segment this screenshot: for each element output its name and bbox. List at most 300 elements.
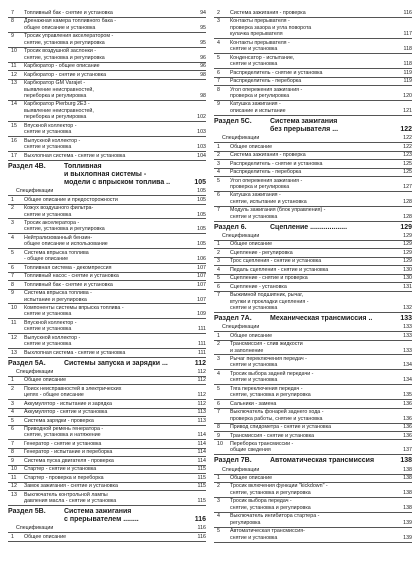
entry-divider xyxy=(8,505,206,506)
toc-entry xyxy=(8,525,206,531)
entry-page-number: 114 xyxy=(197,457,206,464)
toc-entry xyxy=(214,275,412,281)
entry-page-number: 129 xyxy=(403,241,412,248)
entry-number: 7 xyxy=(11,440,14,447)
toc-entry xyxy=(8,282,206,288)
entry-page-number: 125 xyxy=(403,169,412,176)
entry-title: Педаль сцепления - снятие и установка xyxy=(230,266,329,273)
entry-page-number: 123 xyxy=(403,152,412,159)
entry-title: Сцепление - установка xyxy=(230,283,287,290)
section-title: Система зажигания с прерывателем ........ xyxy=(64,508,139,524)
entry-number: 8 xyxy=(217,86,220,93)
entry-number: 3 xyxy=(11,219,14,226)
toc-entry xyxy=(214,284,412,290)
entry-number: 4 xyxy=(217,266,220,273)
entry-page-number: 139 xyxy=(403,519,412,526)
entry-page-number: 116 xyxy=(197,533,206,540)
entry-number: 7 xyxy=(11,10,14,16)
entry-title: Дренажная камера топливного бака - общее описание и установка xyxy=(24,18,117,31)
toc-entry xyxy=(8,441,206,447)
entry-number: 7 xyxy=(217,292,220,299)
toc-right-column xyxy=(214,10,412,543)
entry-number: 9 xyxy=(11,290,14,297)
entry-page-number: 105 xyxy=(197,211,206,218)
entry-title: Выпускной коллектор - снятие и установка xyxy=(24,137,81,151)
entry-title: Тросик выбора передач - снятие, установка и регулировка xyxy=(230,498,311,511)
toc-entry xyxy=(214,483,412,496)
toc-entry xyxy=(8,426,206,439)
toc-entry xyxy=(214,70,412,76)
entry-title: Спецификации xyxy=(222,324,260,331)
section-title: Топливная и выхлопная системы - модели с впрыском топлива .. xyxy=(64,162,171,186)
entry-number: 10 xyxy=(217,440,223,447)
entry-number: 6 xyxy=(217,283,220,290)
entry-title: Замок зажигания - снятие и установка xyxy=(24,483,118,490)
entry-number: 3 xyxy=(217,498,220,505)
entry-title: Аккумулятор - испытание и зарядка xyxy=(24,400,112,407)
section-heading xyxy=(214,315,412,323)
entry-page-number: 129 xyxy=(403,249,412,256)
entry-number: 17 xyxy=(11,152,17,159)
toc-entry xyxy=(214,513,412,526)
toc-entry xyxy=(214,169,412,175)
entry-number: 12 xyxy=(11,71,17,78)
entry-title: Тросик управления акселератором - снятие, установка и регулировка xyxy=(24,33,114,46)
entry-title: Модуль зажигания (блок управления) - снятие и установка xyxy=(230,207,326,220)
entry-title: Тросик воздушной заслонки - снятие, установка и регулировка xyxy=(24,48,105,61)
entry-number: 4 xyxy=(11,234,14,241)
entry-title: Нейтрализованный бензин- общее описание и использование xyxy=(24,234,108,248)
entry-page-number: 114 xyxy=(197,440,206,447)
toc-entry xyxy=(214,371,412,384)
toc-entry xyxy=(214,424,412,430)
toc-entry xyxy=(8,188,206,194)
section-page-number: 116 xyxy=(194,516,206,524)
entry-page-number: 113 xyxy=(197,417,206,424)
section-heading xyxy=(214,224,412,232)
entry-title: Общее описание xyxy=(230,475,273,482)
entry-page-number: 137 xyxy=(403,447,412,454)
entry-number: 9 xyxy=(11,457,14,464)
toc-entry xyxy=(8,418,206,424)
entry-divider xyxy=(214,454,412,455)
entry-title: Аккумулятор - снятие и установка xyxy=(24,409,108,416)
entry-page-number: 134 xyxy=(403,377,412,384)
entry-page-number: 95 xyxy=(200,39,206,46)
entry-title: Кожух воздушного фильтра- снятие и установка xyxy=(24,205,94,218)
entry-title: Тросик включения функции "kickdown" - снятие, установка и регулировка xyxy=(230,483,328,496)
entry-divider xyxy=(8,160,206,161)
entry-page-number: 121 xyxy=(403,107,412,114)
entry-number: 7 xyxy=(217,409,220,416)
entry-title: Тросик акселератора - снятие, установка и регулировка xyxy=(24,219,105,233)
toc-entry xyxy=(214,241,412,247)
entry-page-number: 133 xyxy=(403,332,412,339)
entry-number: 2 xyxy=(217,341,220,348)
entry-divider xyxy=(8,357,206,358)
entry-title: Трос сцепления - снятие и установка xyxy=(230,258,322,265)
toc-entry xyxy=(8,350,206,356)
section-title: Автоматическая трансмиссия xyxy=(270,457,375,465)
entry-page-number: 130 xyxy=(403,266,412,273)
entry-number: 3 xyxy=(11,400,14,407)
entry-title: Трансмиссия - слив жидкости и заполнение xyxy=(230,341,303,354)
entry-number: 3 xyxy=(217,258,220,265)
entry-title: Впускной коллектор - снятие и установка xyxy=(24,319,77,333)
entry-title: Контакты прерывателя - снятие и установка xyxy=(230,39,290,53)
toc-entry xyxy=(8,335,206,348)
entry-title: Тросик выбора задней передачи - снятие и установка xyxy=(230,370,314,384)
entry-page-number: 130 xyxy=(403,275,412,282)
entry-title: Система впрыска топлива - испытание и регулировка xyxy=(24,290,92,303)
entry-title: Распределитель - переборка xyxy=(230,169,302,176)
entry-number: 10 xyxy=(11,304,17,311)
entry-title: Распределитель - снятие и установка xyxy=(230,69,323,76)
entry-page-number: 96 xyxy=(200,63,206,70)
toc-entry xyxy=(214,341,412,354)
toc-entry xyxy=(214,433,412,439)
section-page-number: 138 xyxy=(400,457,412,465)
entry-page-number: 111 xyxy=(197,341,206,348)
entry-page-number: 112 xyxy=(197,400,206,407)
entry-page-number: 133 xyxy=(403,324,412,331)
toc-entry xyxy=(214,101,412,114)
entry-title: Система зажигания - проверка xyxy=(230,10,306,16)
entry-number: 1 xyxy=(217,143,220,150)
section-page-number: 133 xyxy=(400,314,412,322)
entry-number: 4 xyxy=(11,409,14,416)
entry-page-number: 105 xyxy=(197,226,206,233)
toc-entry xyxy=(8,138,206,151)
entry-title: Система впрыска топлива - общее описание xyxy=(24,249,89,263)
toc-entry xyxy=(214,475,412,481)
toc-entry xyxy=(214,178,412,191)
toc-entry xyxy=(8,153,206,159)
toc-entry xyxy=(8,10,206,16)
entry-number: 9 xyxy=(217,101,220,108)
entry-title: Сцепление - снятие и проверка xyxy=(230,275,308,282)
entry-page-number: 112 xyxy=(197,368,206,375)
entry-title: Конденсатор - испытание, снятие и установка xyxy=(230,54,295,68)
entry-title: Топливный бак - снятие и установка xyxy=(24,10,113,16)
entry-page-number: 136 xyxy=(403,415,412,422)
toc-entry xyxy=(214,528,412,541)
entry-number: 3 xyxy=(217,160,220,167)
toc-entry xyxy=(8,483,206,489)
entry-number: 9 xyxy=(217,432,220,439)
entry-page-number: 138 xyxy=(403,466,412,473)
entry-title: Генератор - испытание и переборка xyxy=(24,449,113,456)
entry-number: 5 xyxy=(11,249,14,256)
entry-number: 1 xyxy=(217,332,220,339)
entry-number xyxy=(214,324,222,330)
section-label: Раздел 4В. xyxy=(8,162,46,170)
entry-title: Система зажигания - проверка xyxy=(230,152,306,159)
section-label: Раздел 5А. xyxy=(8,359,46,367)
entry-number: 4 xyxy=(217,169,220,176)
toc-entry xyxy=(214,144,412,150)
toc-entry xyxy=(8,48,206,61)
entry-page-number: 115 xyxy=(197,466,206,473)
entry-title: Катушка зажигания - снятие, испытание и установка xyxy=(230,192,307,205)
entry-title: Выхлопная система - снятие и установка xyxy=(24,152,126,159)
entry-title: Спецификации xyxy=(16,368,54,375)
toc-entry xyxy=(214,333,412,339)
entry-page-number: 105 xyxy=(197,196,206,203)
entry-page-number: 138 xyxy=(403,504,412,511)
entry-page-number: 132 xyxy=(403,305,412,312)
entry-title: Карбюратор - снятие и установка xyxy=(24,71,107,78)
entry-title: Сцепление - регулировка xyxy=(230,249,293,256)
section-heading xyxy=(214,118,412,134)
toc-entry xyxy=(8,320,206,333)
entry-page-number: 136 xyxy=(403,400,412,407)
toc-entry xyxy=(214,258,412,264)
entry-divider xyxy=(214,221,412,222)
entry-title: Общее описание xyxy=(230,143,273,150)
entry-title: Стартер - снятие и установка xyxy=(24,466,97,473)
entry-number: 13 xyxy=(11,491,17,498)
toc-entry xyxy=(8,401,206,407)
entry-number xyxy=(8,188,16,194)
entry-number: 11 xyxy=(11,474,17,481)
entry-title: Карбюратор Pierburg 2E3 - выявление неисправностей, переборка и регулировка xyxy=(24,101,94,121)
toc-entry xyxy=(214,441,412,454)
entry-number: 7 xyxy=(11,273,14,280)
entry-title: Тяга переключения передач - снятие, установка и регулировка xyxy=(230,385,311,399)
entry-number: 13 xyxy=(11,349,17,356)
entry-number: 1 xyxy=(11,533,14,540)
entry-number xyxy=(8,525,16,531)
toc-entry xyxy=(8,33,206,46)
entry-title: Генератор - снятие и установка xyxy=(24,440,102,447)
entry-number: 1 xyxy=(217,475,220,482)
entry-page-number: 135 xyxy=(403,392,412,399)
entry-title: Привод спидометра - снятие и установка xyxy=(230,424,332,431)
entry-page-number: 105 xyxy=(197,188,206,195)
entry-page-number: 103 xyxy=(197,129,206,136)
entry-title: Распределитель - снятие и установка xyxy=(230,160,323,167)
toc-entry xyxy=(214,267,412,273)
entry-page-number: 134 xyxy=(403,362,412,369)
toc-entry xyxy=(214,409,412,422)
entry-title: Спецификации xyxy=(16,525,54,532)
toc-entry xyxy=(214,324,412,330)
section-label: Раздел 7В. xyxy=(214,457,252,465)
toc-entry xyxy=(214,152,412,158)
toc-entry xyxy=(8,492,206,505)
entry-number: 2 xyxy=(11,385,14,392)
toc-entry xyxy=(8,290,206,303)
entry-page-number: 111 xyxy=(197,326,206,333)
toc-entry xyxy=(8,534,206,540)
entry-number xyxy=(214,135,222,141)
toc-entry xyxy=(214,498,412,511)
toc-entry xyxy=(214,135,412,141)
toc-entry xyxy=(8,235,206,248)
entry-page-number: 94 xyxy=(200,10,206,16)
entry-title: Автоматическая трансмиссия- снятие и установка xyxy=(230,528,305,541)
toc-entry xyxy=(8,458,206,464)
entry-page-number: 122 xyxy=(403,143,412,150)
toc-entry xyxy=(214,233,412,239)
entry-number: 5 xyxy=(217,54,220,61)
toc-entry xyxy=(214,87,412,100)
entry-title: Общее описание xyxy=(230,241,273,248)
section-heading xyxy=(8,360,206,368)
toc-entry xyxy=(8,273,206,279)
section-heading xyxy=(8,508,206,524)
entry-page-number: 106 xyxy=(197,256,206,263)
toc-entry xyxy=(214,10,412,16)
toc-entry xyxy=(8,18,206,31)
entry-title: Выключатель контрольной лампы давления масла - снятие и установка xyxy=(24,491,117,505)
entry-page-number: 138 xyxy=(403,475,412,482)
entry-page-number: 128 xyxy=(403,198,412,205)
entry-number: 6 xyxy=(217,400,220,407)
entry-number: 1 xyxy=(11,377,14,384)
entry-title: Сальники - замена xyxy=(230,400,277,407)
entry-page-number: 102 xyxy=(197,114,206,121)
section-heading xyxy=(8,163,206,188)
entry-page-number: 112 xyxy=(197,377,206,384)
toc-entry xyxy=(214,18,412,37)
section-label: Раздел 5В. xyxy=(8,508,46,516)
toc-entry xyxy=(8,250,206,263)
toc-entry xyxy=(8,475,206,481)
entry-page-number: 115 xyxy=(197,483,206,490)
toc-entry xyxy=(8,197,206,203)
toc-entry xyxy=(8,305,206,318)
entry-number: 8 xyxy=(11,281,14,288)
entry-page-number: 98 xyxy=(200,71,206,78)
entry-page-number: 105 xyxy=(197,241,206,248)
entry-title: Система зарядки - проверка xyxy=(24,417,94,424)
entry-title: Контакты прерывателя - проверка зазора и угла поворота кулачка прерывателя xyxy=(230,18,312,38)
section-label: Раздел 7А. xyxy=(214,314,252,322)
entry-number: 6 xyxy=(11,426,14,433)
entry-title: Система пуска двигателя - проверка xyxy=(24,457,114,464)
entry-page-number: 104 xyxy=(197,152,206,159)
entry-divider xyxy=(214,312,412,313)
entry-number: 2 xyxy=(217,249,220,256)
entry-number: 5 xyxy=(217,275,220,282)
entry-page-number: 119 xyxy=(403,78,412,85)
entry-number: 11 xyxy=(11,63,17,70)
entry-number: 6 xyxy=(217,192,220,199)
entry-title: Выключатель фонарей заднего хода - проверка работы, снятие и установка xyxy=(230,409,324,422)
entry-number: 2 xyxy=(11,205,14,212)
entry-title: Общее описание и предосторожности xyxy=(24,196,118,203)
entry-title: Карбюратор - общее описание xyxy=(24,63,100,70)
entry-number: 3 xyxy=(217,355,220,362)
entry-title: Спецификации xyxy=(222,135,260,142)
entry-page-number: 118 xyxy=(403,61,412,68)
entry-title: Угол опережения зажигания - проверка и регулировка xyxy=(230,86,303,99)
entry-title: Трансмиссия - снятие и установка xyxy=(230,432,315,439)
entry-number xyxy=(214,467,222,473)
section-heading xyxy=(214,457,412,465)
entry-title: Переборка трансмиссии - общие сведения xyxy=(230,440,294,454)
entry-title: Компоненты системы впрыска топлива - снятие и установка xyxy=(24,304,124,318)
toc-entry xyxy=(8,63,206,69)
entry-number: 8 xyxy=(11,449,14,456)
section-title: Системы запуска и зарядки ... xyxy=(64,359,168,367)
entry-page-number: 117 xyxy=(403,31,412,38)
entry-page-number: 116 xyxy=(197,525,206,532)
entry-page-number: 96 xyxy=(200,54,206,61)
entry-number: 5 xyxy=(217,385,220,392)
section-title: Механическая трансмиссия .. xyxy=(270,314,373,322)
entry-page-number: 136 xyxy=(403,424,412,431)
section-label: Раздел 5С. xyxy=(214,117,252,125)
entry-page-number: 109 xyxy=(197,311,206,318)
entry-page-number: 111 xyxy=(197,349,206,356)
entry-number: 8 xyxy=(217,424,220,431)
entry-title: Топливная система - декомпрессия xyxy=(24,264,112,271)
section-page-number: 129 xyxy=(400,223,412,231)
entry-page-number: 95 xyxy=(200,24,206,31)
toc-entry xyxy=(8,220,206,233)
entry-number: 3 xyxy=(217,18,220,25)
entry-number: 12 xyxy=(11,334,17,341)
entry-title: Топливный бак - снятие и установка xyxy=(24,281,113,288)
toc-entry xyxy=(214,55,412,68)
entry-title: Общее описание xyxy=(24,377,67,384)
entry-title: Топливный насос - снятие и установка xyxy=(24,273,119,280)
toc-entry xyxy=(8,265,206,271)
toc-entry xyxy=(214,78,412,84)
entry-page-number: 127 xyxy=(403,183,412,190)
toc-entry xyxy=(8,409,206,415)
entry-page-number: 103 xyxy=(197,144,206,151)
entry-title: Общее описание xyxy=(24,533,67,540)
entry-title: Выключатель ингибитора стартера - регулировка xyxy=(230,513,320,526)
entry-title: Спецификации xyxy=(222,466,260,473)
toc-entry xyxy=(8,466,206,472)
entry-title: Распределитель - переборка xyxy=(230,78,302,85)
entry-page-number: 114 xyxy=(197,432,206,439)
entry-page-number: 115 xyxy=(197,498,206,505)
entry-page-number: 139 xyxy=(403,534,412,541)
entry-number: 2 xyxy=(217,483,220,490)
entry-number: 2 xyxy=(217,10,220,16)
entry-page-number: 114 xyxy=(197,449,206,456)
entry-number: 5 xyxy=(217,528,220,535)
entry-number: 10 xyxy=(11,466,17,473)
entry-page-number: 129 xyxy=(403,258,412,265)
section-title: Система зажигания без прерывателя ... xyxy=(270,117,339,134)
entry-number: 8 xyxy=(11,18,14,25)
entry-divider xyxy=(214,542,412,543)
entry-page-number: 118 xyxy=(403,46,412,53)
entry-number xyxy=(8,369,16,375)
entry-title: Стартер - проверка и переборка xyxy=(24,474,104,481)
toc-entry xyxy=(8,377,206,383)
entry-number: 4 xyxy=(217,39,220,46)
entry-number: 5 xyxy=(11,417,14,424)
entry-page-number: 136 xyxy=(403,432,412,439)
entry-number: 14 xyxy=(11,101,17,108)
entry-number: 15 xyxy=(11,122,17,129)
entry-title: Выпускной коллектор - снятие и установка xyxy=(24,334,81,348)
entry-divider xyxy=(214,115,412,116)
entry-title: Выхлопная система - снятие и установка xyxy=(24,349,126,356)
entry-number: 6 xyxy=(217,69,220,76)
entry-title: Приводной ремень генератора - снятие, установка и натяжение xyxy=(24,426,104,439)
toc-entry xyxy=(214,192,412,205)
entry-page-number: 107 xyxy=(197,281,206,288)
